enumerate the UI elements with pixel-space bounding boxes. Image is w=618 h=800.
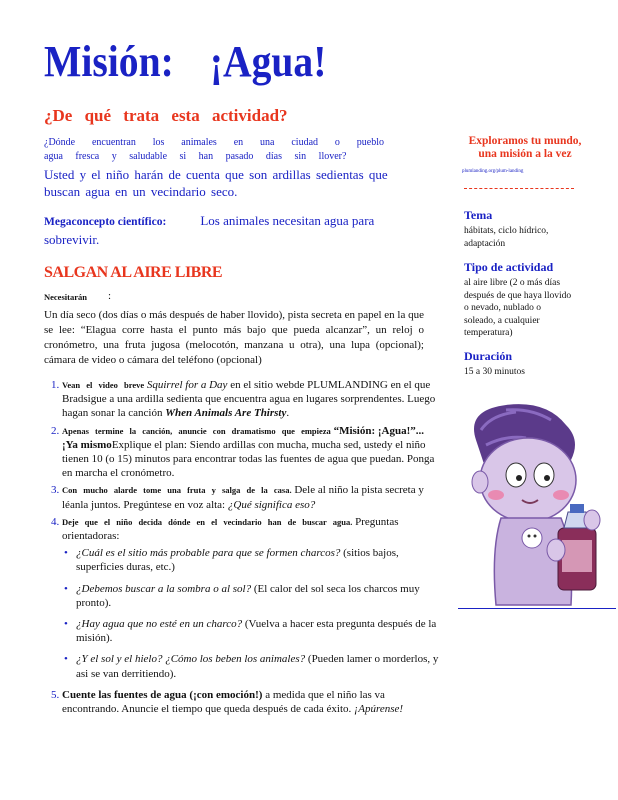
- step-2-text: Explique el plan: Siendo ardillas con mucha, mucha sed, ustedy el niño tienen 10 (o 15) minutos para encontrar todas las fuentes de agua que puedan. Ponga en marcha el cronómetro.: [62, 438, 435, 480]
- step-2-mission-call: “Misión: ¡Agua!”... ¡Ya mismo: [62, 424, 425, 451]
- step-3-lead: Con mucho alarde tome una fruta y salga de la casa.: [62, 485, 292, 496]
- section-heading-outdoors: SALGAN AL AIRE LIBRE: [44, 264, 223, 281]
- intro-question-line-2: agua fresca y saludable si han pasado días sin llover?: [44, 151, 347, 162]
- step-3: [62, 483, 442, 511]
- topic-label: Tema: [464, 208, 493, 222]
- step-5-exclaim: ¡Apúrense!: [354, 703, 404, 716]
- step-5: [62, 688, 442, 716]
- title-part-1: Misión:: [44, 37, 174, 86]
- sidebar-heading-line-2: una misión a la vez: [478, 148, 572, 160]
- step-1-lead: Vean el video breve: [62, 380, 145, 390]
- step-2: [62, 424, 442, 481]
- step-4-lead: Deje que el niño decida dónde en el vecindario han de buscar agua.: [62, 516, 353, 527]
- topic-text: hábitats, ciclo hídrico, adaptación: [464, 226, 549, 249]
- guiding-question: • ¿Debemos buscar a la sombra o al sol? (El calor del sol seca los charcos muy pronto).: [76, 582, 442, 610]
- activity-type-text: al aire libre (2 o más días después de que haya llovido o nevado, nublado o soleado, a cualquier temperatura): [464, 278, 572, 338]
- activity-type-label: Tipo de actividad: [464, 260, 554, 274]
- child-with-water-bottle-illustration: [446, 400, 618, 610]
- step-1-tail: .: [286, 407, 290, 420]
- materials-list: Un día seco (dos días o más después de haber llovido), pista secreta en papel en la que se lee: “Elagua corre hasta el punto más bajo que pueda alcanzar”, un reloj o cronómetro, una fruta jugosa (melocotón, manzana u otra), una lupa (opcional); cámara de video o cámara del teléfono (opcional): [44, 309, 424, 366]
- megaconcept: [44, 212, 404, 248]
- step-1-text: en el sitio webde PLUMLANDING en el que Bradsigue a una ardilla sedienta que encuentra agua en lugares sorprendentes. Luego hagan sonar la canción: [62, 379, 436, 420]
- step-5-text: a medida que el niño las va encontrando. Anuncie el tiempo que queda después de cada éxito.: [62, 688, 385, 716]
- title-part-2: ¡Agua!: [209, 37, 327, 86]
- materials-colon: :: [108, 290, 112, 302]
- sidebar-divider: [464, 180, 574, 189]
- step-4: [62, 515, 442, 681]
- sidebar-heading: [460, 135, 590, 161]
- megaconcept-label: Megaconcepto científico:: [44, 216, 167, 228]
- intro-paragraph: Usted y el niño harán de cuenta que son ardillas sedientas que buscan agua en un vecindario seco.: [44, 167, 388, 199]
- step-1-video-title: Squirrel for a Day: [146, 379, 228, 391]
- steps-list: [44, 378, 442, 719]
- duration-label: Duración: [464, 349, 512, 363]
- step-3-text: Dele al niño la pista secreta y léanla juntos. Pregúntese en voz alta:: [62, 484, 424, 511]
- intro-question-line-1: ¿Dónde encuentran los animales en una ciudad o pueblo: [44, 137, 384, 148]
- duration-text: 15 a 30 minutos: [464, 367, 525, 377]
- step-1: [62, 378, 442, 421]
- sidebar-link[interactable]: plumlanding.org/plum-landing: [462, 169, 524, 174]
- section-heading-about: ¿De qué trata esta actividad?: [44, 106, 288, 125]
- intro-question: [44, 136, 384, 164]
- step-3-question: ¿Qué significa eso?: [227, 498, 316, 511]
- guiding-questions: [62, 546, 442, 681]
- illustration-baseline: [458, 608, 616, 609]
- page-title: [44, 36, 326, 87]
- step-4-text: Preguntas orientadoras:: [62, 515, 399, 543]
- step-5-lead: Cuente las fuentes de agua (¡con emoción!): [62, 688, 263, 701]
- step-2-lead: Apenas termine la canción, anuncie con dramatismo que empieza: [62, 425, 331, 436]
- guiding-question: • ¿Hay agua que no esté en un charco? (Vuelva a hacer esta pregunta después de la misión).: [76, 617, 442, 645]
- guiding-question: • ¿Y el sol y el hielo? ¿Cómo los beben los animales? (Pueden lamer o morderlos, y asi se van derritiendo).: [76, 652, 442, 680]
- step-1-song-title: When Animals Are Thirsty: [165, 407, 287, 420]
- megaconcept-text: Los animales necesitan agua para sobrevivir.: [44, 213, 375, 247]
- materials-label: Necesitarán: [44, 292, 87, 302]
- sidebar-heading-line-1: Exploramos tu mundo,: [468, 135, 582, 147]
- guiding-question: • ¿Cuál es el sitio más probable para que se formen charcos? (sitios bajos, superficies duras, etc.): [76, 546, 442, 574]
